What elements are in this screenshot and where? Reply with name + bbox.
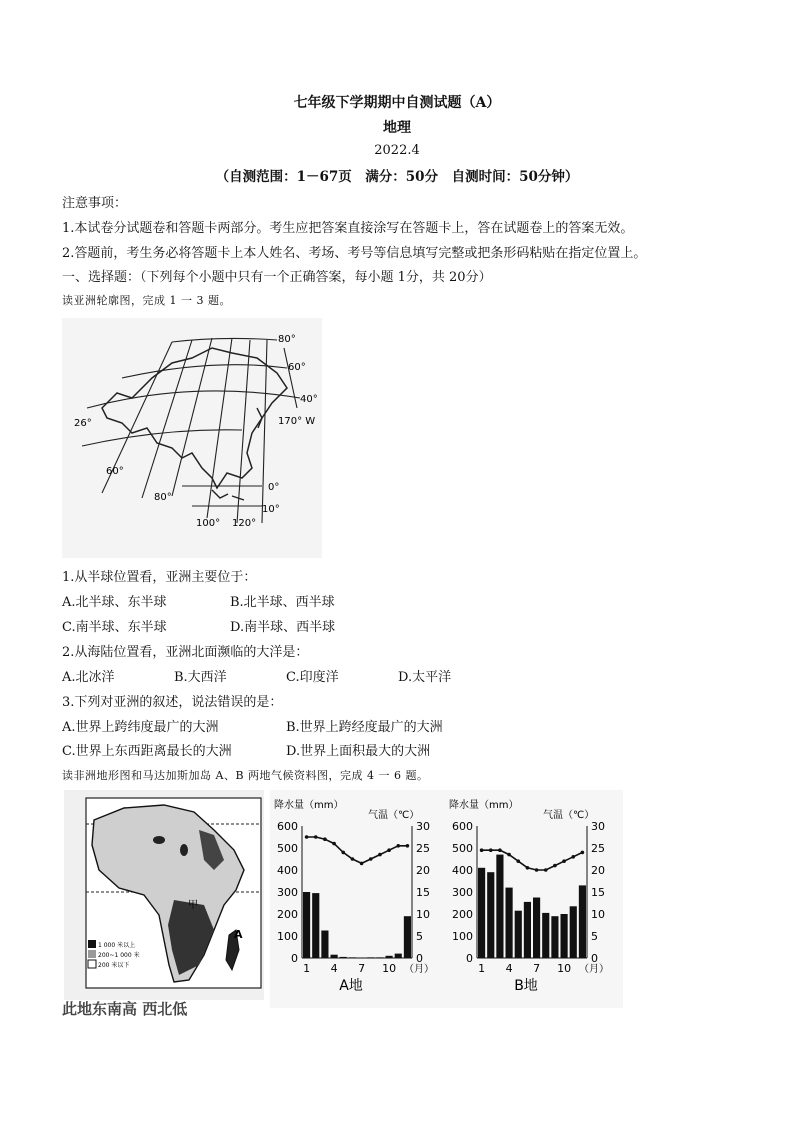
question-1-stem: 1.从半球位置看，亚洲主要位于：: [62, 570, 257, 585]
chart-b-bar-2: [487, 872, 494, 958]
q3-option-b[interactable]: B.世界上跨经度最广的大洲: [286, 720, 443, 735]
chart-a-y2tick-20: 20: [416, 864, 430, 877]
q1-option-d[interactable]: D.南半球、西半球: [230, 620, 336, 635]
q3-option-c[interactable]: C.世界上东西距离最长的大洲: [62, 744, 232, 759]
lat-10-label: 10°: [262, 504, 280, 515]
chart-b-temp-point-11: [571, 855, 575, 859]
chart-b-y2tick-30: 30: [591, 820, 605, 833]
chart-a-y2tick-30: 30: [416, 820, 430, 833]
chart-b-bar-5: [515, 911, 522, 958]
chart-b-bar-6: [524, 902, 531, 958]
chart-a-ytick-600: 600: [277, 820, 298, 833]
chart-a-ytick-100: 100: [277, 930, 298, 943]
chart-b-bar-4: [506, 888, 513, 958]
chart-b-temp-point-12: [581, 851, 585, 855]
q2-option-b[interactable]: B.大西洋: [174, 670, 227, 685]
lon-170w-label: 170° W: [278, 416, 316, 427]
chart-a-bar-4: [331, 955, 338, 958]
legend-high: 1 000 米以上: [98, 942, 136, 949]
chart-a-title: A地: [339, 978, 363, 994]
asia-outline-map: [62, 318, 322, 558]
section-heading: 一、选择题：（下列每个小题中只有一个正确答案，每小题 1分，共 20分）: [62, 270, 492, 285]
chart-a-bar-3: [321, 931, 328, 959]
lon-60-label: 60°: [106, 466, 124, 477]
question-3-stem: 3.下列对亚洲的叙述，说法错误的是：: [62, 695, 283, 710]
exam-title: 七年级下学期期中自测试题（A）: [293, 95, 501, 111]
climate-chart-b: [445, 790, 623, 1008]
chart-a-y2tick-10: 10: [416, 908, 430, 921]
lon-100-label: 100°: [196, 518, 221, 529]
chart-a-ytick-500: 500: [277, 842, 298, 855]
chart-b-bar-1: [478, 868, 485, 958]
chart-a-bar-10: [386, 956, 393, 958]
notice-heading: 注意事项：: [62, 196, 128, 211]
chart-b-temp-point-1: [480, 848, 484, 852]
chart-b-xtick-7: 7: [533, 962, 541, 975]
chart-a-bar-12: [404, 916, 411, 958]
q3-option-a[interactable]: A.世界上跨纬度最广的大洲: [62, 720, 219, 735]
chart-a-y2tick-15: 15: [416, 886, 430, 899]
chart-a-bar-8: [367, 957, 374, 958]
africa-label-jia: 甲: [188, 900, 198, 911]
chart-a-bar-5: [340, 957, 347, 958]
chart-a-temp-point-7: [360, 862, 364, 866]
q2-option-d[interactable]: D.太平洋: [398, 670, 452, 685]
chart-b-y2tick-5: 5: [591, 930, 598, 943]
chart-a-temp-point-2: [314, 835, 318, 839]
q2-option-c[interactable]: C.印度洋: [286, 670, 339, 685]
chart-b-y2tick-0: 0: [591, 952, 598, 965]
chart-b-ytick-200: 200: [452, 908, 473, 921]
chart-a-ytick-200: 200: [277, 908, 298, 921]
chart-a-y2tick-5: 5: [416, 930, 423, 943]
chart-a-xlabel: （月）: [404, 964, 434, 975]
chart-b-bar-9: [551, 916, 558, 958]
notice-item-2: 2.答题前，考生务必将答题卡上本人姓名、考场、考号等信息填写完整或把条形码粘贴在指定位置上。: [62, 246, 647, 261]
chart-b-title: B地: [514, 978, 538, 994]
chart-a-temp-point-5: [341, 851, 345, 855]
lon-80-label: 80°: [154, 492, 172, 503]
chart-b-bar-7: [533, 898, 540, 959]
exam-scope: （自测范围：1－67页 满分：50分 自测时间：50分钟）: [215, 169, 579, 185]
lat-0-label: 0°: [268, 482, 280, 493]
chart-a-temp-point-9: [378, 853, 382, 857]
lat-60-label: 60°: [288, 362, 306, 373]
q2-option-a[interactable]: A.北冰洋: [62, 670, 115, 685]
chart-b-temp-point-9: [553, 864, 557, 868]
subject-title: 地理: [383, 120, 411, 136]
chart-b-bar-12: [579, 885, 586, 958]
chart-a-temp-point-10: [387, 848, 391, 852]
q3-option-d[interactable]: D.世界上面积最大的大洲: [286, 744, 431, 759]
chart-b-ytick-100: 100: [452, 930, 473, 943]
chart-a-ylabel: 降水量（mm）: [274, 800, 344, 811]
climate-chart-a: [270, 790, 450, 1008]
chart-b-xlabel: （月）: [579, 964, 609, 975]
chart-b-temp-point-3: [498, 848, 502, 852]
chart-b-bar-3: [496, 855, 503, 958]
chart-b-xtick-1: 1: [478, 962, 486, 975]
chart-b-xtick-4: 4: [505, 962, 513, 975]
chart-b-ylabel: 降水量（mm）: [449, 800, 519, 811]
chart-a-bar-2: [312, 893, 319, 958]
chart-b-temp-point-6: [526, 866, 530, 870]
chart-a-y2tick-0: 0: [416, 952, 423, 965]
chart-b-ytick-400: 400: [452, 864, 473, 877]
lon-26-label: 26°: [74, 418, 92, 429]
q1-option-b[interactable]: B.北半球、西半球: [230, 595, 335, 610]
chart-a-ytick-0: 0: [291, 952, 298, 965]
chart-a-xtick-7: 7: [358, 962, 366, 975]
chart-b-temp-point-5: [516, 859, 520, 863]
chart-b-temp-point-10: [562, 859, 566, 863]
chart-b-temp-point-8: [544, 868, 548, 872]
chart-b-y2tick-15: 15: [591, 886, 605, 899]
chart-a-xtick-10: 10: [382, 962, 397, 975]
chart-a-temp-point-11: [396, 844, 400, 848]
legend-mid: 200~1 000 米: [98, 952, 140, 959]
lat-40-label: 40°: [300, 394, 318, 405]
exam-date: 2022.4: [374, 143, 420, 158]
chart-a-bar-1: [303, 892, 310, 958]
q1-option-c[interactable]: C.南半球、东半球: [62, 620, 167, 635]
question-2-stem: 2.从海陆位置看，亚洲北面濒临的大洋是：: [62, 645, 309, 660]
legend-low: 200 米以下: [98, 962, 130, 969]
chart-a-temp-point-4: [332, 842, 336, 846]
chart-b-y2tick-25: 25: [591, 842, 605, 855]
chart-b-y2tick-20: 20: [591, 864, 605, 877]
africa-label-a: A: [234, 928, 243, 941]
cut-off-text: 此地东南高 西北低: [62, 1000, 188, 1018]
chart-b-y2label: 气温（℃）: [543, 810, 595, 821]
lon-120-label: 120°: [232, 518, 257, 529]
chart-a-ytick-300: 300: [277, 886, 298, 899]
chart-b-bar-8: [542, 913, 549, 958]
chart-a-xtick-1: 1: [303, 962, 311, 975]
chart-a-y2tick-25: 25: [416, 842, 430, 855]
chart-a-bar-9: [376, 957, 383, 958]
chart-b-bar-11: [570, 906, 577, 958]
q1-option-a[interactable]: A.北半球、东半球: [62, 595, 167, 610]
chart-a-temp-point-3: [323, 837, 327, 841]
chart-b-temp-point-7: [535, 868, 539, 872]
instruction-1: 读亚洲轮廓图，完成 1 一 3 题。: [62, 294, 231, 307]
instruction-2: 读非洲地形图和马达加斯加岛 A、B 两地气候资料图，完成 4 一 6 题。: [62, 769, 429, 782]
chart-a-bar-6: [349, 957, 356, 958]
chart-b-ytick-300: 300: [452, 886, 473, 899]
chart-a-y2label: 气温（℃）: [368, 810, 420, 821]
chart-a-temp-point-12: [406, 844, 410, 848]
chart-b-temp-point-2: [489, 848, 493, 852]
lat-80-label: 80°: [278, 334, 296, 345]
chart-b-ytick-600: 600: [452, 820, 473, 833]
chart-a-temp-point-6: [351, 857, 355, 861]
chart-a-ytick-400: 400: [277, 864, 298, 877]
africa-terrain-map: [64, 790, 264, 1000]
chart-a-bar-11: [395, 954, 402, 958]
notice-item-1: 1.本试卷分试题卷和答题卡两部分。考生应把答案直接涂写在答题卡上，答在试题卷上的答案无效。: [62, 221, 634, 236]
chart-a-temp-point-8: [369, 857, 373, 861]
chart-b-y2tick-10: 10: [591, 908, 605, 921]
chart-b-temp-point-4: [507, 853, 511, 857]
chart-b-ytick-0: 0: [466, 952, 473, 965]
chart-b-xtick-10: 10: [557, 962, 572, 975]
chart-b-ytick-500: 500: [452, 842, 473, 855]
chart-a-xtick-4: 4: [330, 962, 338, 975]
chart-a-temp-point-1: [305, 835, 309, 839]
chart-b-bar-10: [561, 914, 568, 958]
